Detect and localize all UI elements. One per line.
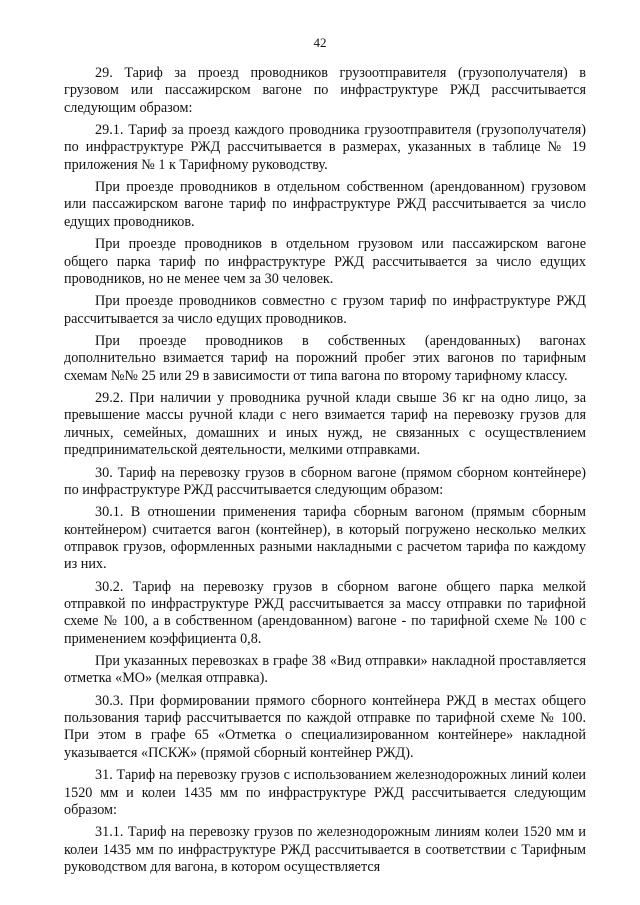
paragraph: При проезде проводников в отдельном грузовом или пассажирском вагоне общего парка тариф по инфраструктуре РЖД рассчитывается за число едущих проводников, но не менее чем за 30 человек. <box>64 236 586 287</box>
paragraph-30-1: 30.1. В отношении применения тарифа сборным вагоном (прямым сборным контейнером) считается вагон (контейнер), в который погружено несколько мелких отправок грузов, оформленных разными накладными с расчетом тарифа по каждому из них. <box>64 504 586 573</box>
paragraph: При проезде проводников совместно с грузом тариф по инфраструктуре РЖД рассчитывается за число едущих проводников. <box>64 293 586 327</box>
paragraph-29-2: 29.2. При наличии у проводника ручной клади свыше 36 кг на одно лицо, за превышение массы ручной клади с него взимается тариф на перевозку грузов для личных, семейных, домашних и иных нужд, не связанных с осуществлением предпринимательской деятельности, мелкими отправками. <box>64 390 586 459</box>
document-body <box>64 65 586 881</box>
paragraph-30: 30. Тариф на перевозку грузов в сборном вагоне (прямом сборном контейнере) по инфраструктуре РЖД рассчитывается следующим образом: <box>64 464 586 498</box>
paragraph-31-1: 31.1. Тариф на перевозку грузов по железнодорожным линиям колеи 1520 мм и колеи 1435 мм по инфраструктуре РЖД рассчитывается в соответствии с Тарифным руководством для вагона, в котором осуществляется <box>64 824 586 875</box>
paragraph-30-2: 30.2. Тариф на перевозку грузов в сборном вагоне общего парка мелкой отправкой по инфраструктуре РЖД рассчитывается за массу отправки по тарифной схеме № 100, а в собственном (арендованном) вагоне - по тарифной схеме № 100 с применением коэффициента 0,8. <box>64 578 586 647</box>
paragraph: При проезде проводников в собственных (арендованных) вагонах дополнительно взимается тариф на порожний пробег этих вагонов по тарифным схемам №№ 25 или 29 в зависимости от типа вагона по второму тарифному классу. <box>64 333 586 384</box>
paragraph-30-3: 30.3. При формировании прямого сборного контейнера РЖД в местах общего пользования тариф рассчитывается по каждой отправке по тарифной схеме № 100. При этом в графе 65 «Отметка о специализированном контейнере» накладной указывается «ПСКЖ» (прямой сборный контейнер РЖД). <box>64 692 586 761</box>
page-number: 42 <box>313 35 327 50</box>
paragraph-29-1: 29.1. Тариф за проезд каждого проводника грузоотправителя (грузополучателя) по инфраструктуре РЖД рассчитывается в размерах, указанных в таблице № 19 приложения № 1 к Тарифному руководству. <box>64 122 586 173</box>
paragraph: При указанных перевозках в графе 38 «Вид отправки» накладной проставляется отметка «МО» (мелкая отправка). <box>64 653 586 687</box>
paragraph-29: 29. Тариф за проезд проводников грузоотправителя (грузополучателя) в грузовом или пассажирском вагоне по инфраструктуре РЖД рассчитывается следующим образом: <box>64 65 586 116</box>
paragraph: При проезде проводников в отдельном собственном (арендованном) грузовом или пассажирском вагоне тариф по инфраструктуре РЖД рассчитывается за число едущих проводников. <box>64 179 586 230</box>
paragraph-31: 31. Тариф на перевозку грузов с использованием железнодорожных линий колеи 1520 мм и колеи 1435 мм по инфраструктуре РЖД рассчитывается следующим образом: <box>64 767 586 818</box>
